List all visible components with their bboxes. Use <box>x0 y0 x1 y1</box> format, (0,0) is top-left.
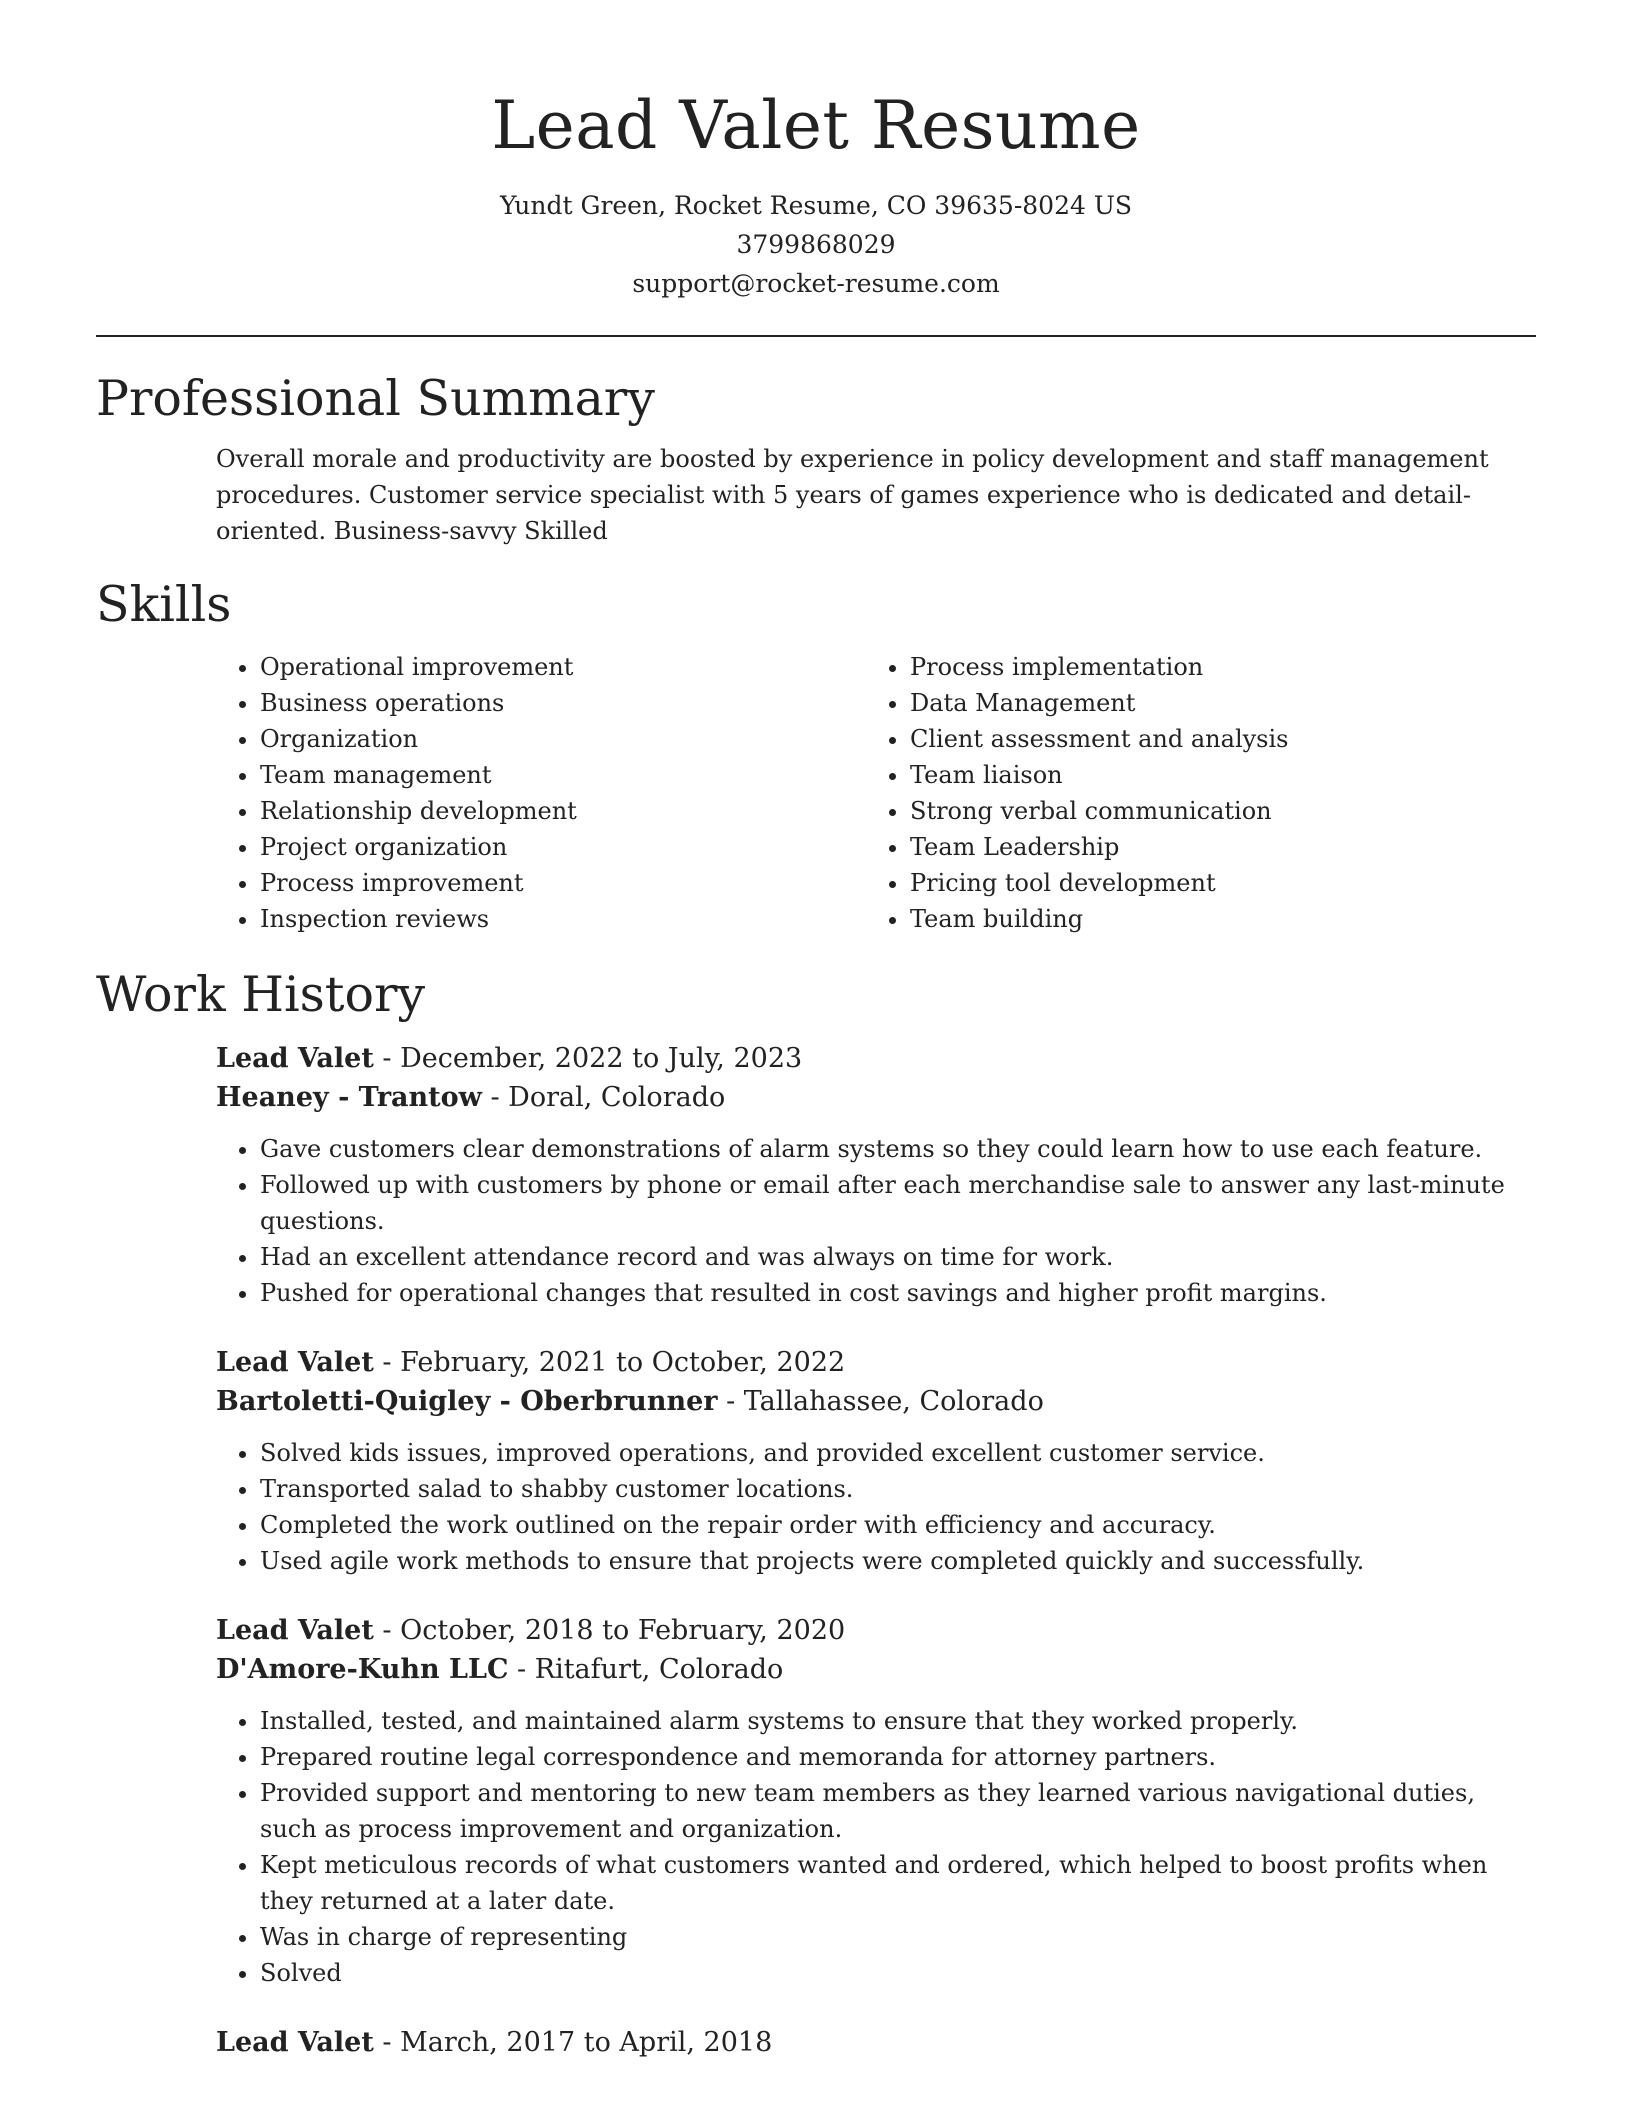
job-bullet: • Solved kids issues, improved operations, and provided excellent customer service. <box>260 1435 1536 1471</box>
job-title-line <box>216 1611 1536 1650</box>
job-employer-line <box>216 1078 1536 1117</box>
summary-text: Overall morale and productivity are boosted by experience in policy development and staff management procedures. Customer service specialist with 5 years of games experience who is dedicated and detail-oriented. Business-savvy Skilled <box>216 445 1489 545</box>
job-entry <box>216 1039 1536 1311</box>
job-bullet: • Followed up with customers by phone or email after each merchandise sale to answer any last-minute questions. <box>260 1167 1536 1239</box>
skill-item: • Project organization <box>260 829 866 865</box>
skill-item: • Pricing tool development <box>910 865 1516 901</box>
job-bullet: • Installed, tested, and maintained alarm systems to ensure that they worked properly. <box>260 1703 1536 1739</box>
header-divider <box>96 335 1536 337</box>
contact-block <box>96 186 1536 303</box>
job-dates: - October, 2018 to February, 2020 <box>373 1615 846 1646</box>
job-entry <box>216 1343 1536 1579</box>
skill-item: • Client assessment and analysis <box>910 721 1516 757</box>
job-bullet: • Solved <box>260 1955 1536 1991</box>
job-bullet: • Kept meticulous records of what customers wanted and ordered, which helped to boost profits when they returned at a later date. <box>260 1847 1536 1919</box>
job-bullets <box>216 1703 1536 1991</box>
job-employer: D'Amore-Kuhn LLC <box>216 1654 509 1685</box>
skill-item: • Operational improvement <box>260 649 866 685</box>
skill-item: • Team management <box>260 757 866 793</box>
job-bullets <box>216 1435 1536 1579</box>
job-bullets <box>216 1131 1536 1311</box>
job-location: - Doral, Colorado <box>481 1082 726 1113</box>
contact-phone: 3799868029 <box>736 230 896 259</box>
skills-column-left <box>216 649 866 937</box>
work-history-heading: Work History <box>96 966 426 1023</box>
job-title-line <box>216 2023 1536 2062</box>
job-role: Lead Valet <box>216 2027 374 2058</box>
skill-item: • Inspection reviews <box>260 901 866 937</box>
contact-email: support@rocket-resume.com <box>632 269 1000 298</box>
skills-list <box>216 649 1536 937</box>
job-bullet: • Used agile work methods to ensure that projects were completed quickly and successfully. <box>260 1543 1536 1579</box>
job-employer: Bartoletti-Quigley - Oberbrunner <box>216 1386 718 1417</box>
skill-item: • Team liaison <box>910 757 1516 793</box>
job-entry <box>216 1611 1536 1991</box>
job-bullet: • Prepared routine legal correspondence and memoranda for attorney partners. <box>260 1739 1536 1775</box>
job-bullet: • Gave customers clear demonstrations of alarm systems so they could learn how to use each feature. <box>260 1131 1536 1167</box>
job-location: - Tallahassee, Colorado <box>717 1386 1044 1417</box>
skill-item: • Organization <box>260 721 866 757</box>
job-role: Lead Valet <box>216 1043 374 1074</box>
job-role: Lead Valet <box>216 1615 374 1646</box>
job-employer: Heaney - Trantow <box>216 1082 482 1113</box>
skill-item: • Strong verbal communication <box>910 793 1516 829</box>
job-dates: - March, 2017 to April, 2018 <box>373 2027 773 2058</box>
job-location: - Ritafurt, Colorado <box>508 1654 784 1685</box>
skills-column-right <box>866 649 1516 937</box>
skills-heading: Skills <box>96 576 232 633</box>
job-employer-line <box>216 1382 1536 1421</box>
summary-heading: Professional Summary <box>96 370 655 427</box>
resume-page <box>96 0 1536 2062</box>
job-bullet: • Had an excellent attendance record and was always on time for work. <box>260 1239 1536 1275</box>
skill-item: • Data Management <box>910 685 1516 721</box>
job-title-line <box>216 1343 1536 1382</box>
job-bullet: • Was in charge of representing <box>260 1919 1536 1955</box>
skill-item: • Relationship development <box>260 793 866 829</box>
job-dates: - December, 2022 to July, 2023 <box>373 1043 803 1074</box>
job-employer-line <box>216 1650 1536 1689</box>
job-dates: - February, 2021 to October, 2022 <box>373 1347 846 1378</box>
skill-item: • Business operations <box>260 685 866 721</box>
resume-title: Lead Valet Resume <box>491 87 1141 164</box>
job-role: Lead Valet <box>216 1347 374 1378</box>
job-bullet: • Transported salad to shabby customer locations. <box>260 1471 1536 1507</box>
job-bullet: • Provided support and mentoring to new team members as they learned various navigational duties, such as process improvement and organization. <box>260 1775 1536 1847</box>
skill-item: • Process implementation <box>910 649 1516 685</box>
job-entry <box>216 2023 1536 2062</box>
job-bullet: • Pushed for operational changes that resulted in cost savings and higher profit margins. <box>260 1275 1536 1311</box>
contact-address: Yundt Green, Rocket Resume, CO 39635-8024 US <box>499 191 1133 220</box>
job-title-line <box>216 1039 1536 1078</box>
skill-item: • Team Leadership <box>910 829 1516 865</box>
job-bullet: • Completed the work outlined on the repair order with efficiency and accuracy. <box>260 1507 1536 1543</box>
skill-item: • Team building <box>910 901 1516 937</box>
skill-item: • Process improvement <box>260 865 866 901</box>
